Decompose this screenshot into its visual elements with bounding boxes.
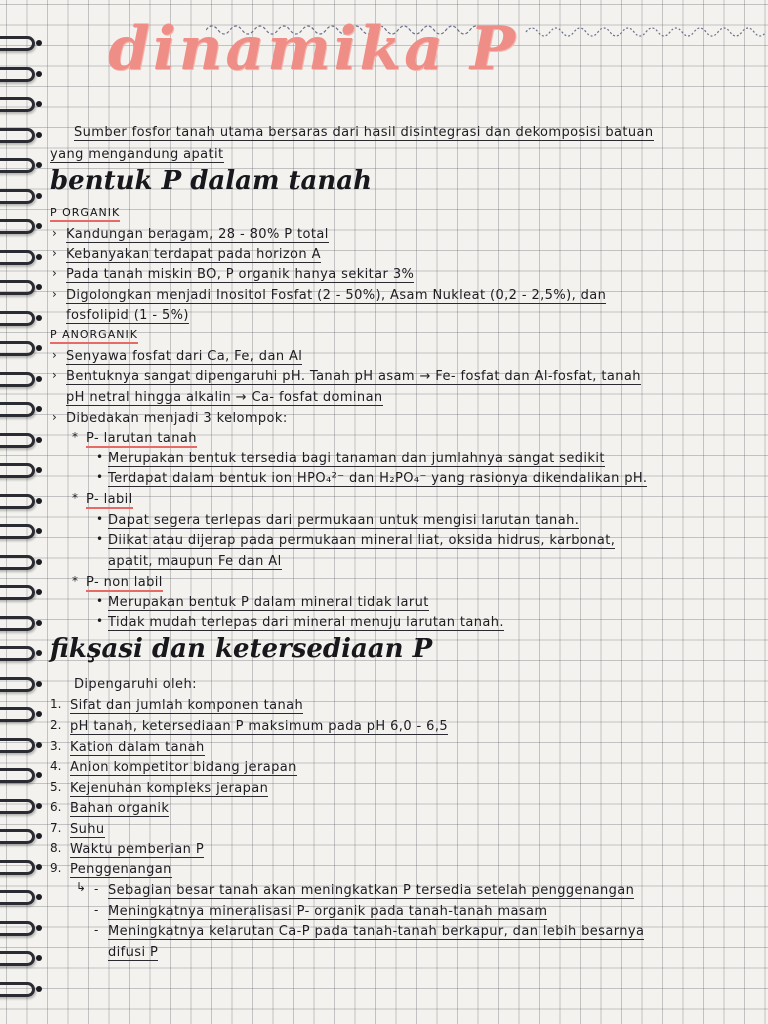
spiral-ring bbox=[0, 280, 35, 295]
organik-item-4: Digolongkan menjadi Inositol Fosfat (2 - 50%), Asam Nukleat (0,2 - 2,5%), dan bbox=[66, 288, 607, 303]
factor-7: Suhu bbox=[70, 822, 105, 837]
spiral-ring bbox=[0, 799, 35, 814]
spiral-ring bbox=[0, 860, 35, 875]
anorganik-item-1: Senyawa fosfat dari Ca, Fe, dan Al bbox=[66, 349, 303, 364]
spiral-ring bbox=[0, 768, 35, 783]
dot-marker: • bbox=[96, 470, 104, 484]
spiral-ring bbox=[0, 585, 35, 600]
number-marker: 3. bbox=[50, 739, 62, 753]
number-marker: 4. bbox=[50, 759, 62, 773]
spiral-ring bbox=[0, 36, 35, 51]
factor-8: Waktu pemberian P bbox=[70, 842, 205, 857]
group-p-non-labil: P- non labil bbox=[86, 575, 163, 590]
dot-marker: • bbox=[96, 532, 104, 546]
group2-point-2-cont: apatit, maupun Fe dan Al bbox=[108, 554, 282, 569]
arrow-return-icon: ↳ bbox=[76, 880, 87, 894]
spiral-ring bbox=[0, 951, 35, 966]
number-marker: 8. bbox=[50, 841, 62, 855]
section2-intro: Dipengaruhi oleh: bbox=[74, 677, 197, 692]
organik-item-3: Pada tanah miskin BO, P organik hanya sekitar 3% bbox=[66, 267, 415, 282]
spiral-ring bbox=[0, 921, 35, 936]
spiral-ring bbox=[0, 433, 35, 448]
penggenangan-point-3-cont: difusi P bbox=[108, 945, 159, 960]
factor-3: Kation dalam tanah bbox=[70, 740, 205, 755]
dot-marker: • bbox=[96, 594, 104, 608]
intro-line-1: Sumber fosfor tanah utama bersaras dari hasil disintegrasi dan dekomposisi batuan bbox=[74, 125, 654, 140]
organik-item-4-cont: fosfolipid (1 - 5%) bbox=[66, 308, 189, 323]
dash-marker: - bbox=[94, 882, 99, 896]
bullet-marker: › bbox=[52, 410, 57, 424]
spiral-ring bbox=[0, 829, 35, 844]
number-marker: 2. bbox=[50, 718, 62, 732]
group3-point-2: Tidak mudah terlepas dari mineral menuju larutan tanah. bbox=[108, 615, 504, 630]
group1-point-2: Terdapat dalam bentuk ion HPO₄²⁻ dan H₂PO₄⁻ yang rasionya dikendalikan pH. bbox=[108, 471, 648, 486]
bullet-marker: › bbox=[52, 348, 57, 362]
group3-point-1: Merupakan bentuk P dalam mineral tidak larut bbox=[108, 595, 429, 610]
dot-marker: • bbox=[96, 614, 104, 628]
penggenangan-point-2: Meningkatnya mineralisasi P- organik pada tanah-tanah masam bbox=[108, 904, 548, 919]
anorganik-item-2: Bentuknya sangat dipengaruhi pH. Tanah pH asam → Fe- fosfat dan Al-fosfat, tanah bbox=[66, 369, 641, 384]
intro-line-2: yang mengandung apatit bbox=[50, 147, 224, 162]
factor-1: Sifat dan jumlah komponen tanah bbox=[70, 698, 304, 713]
spiral-ring bbox=[0, 463, 35, 478]
penggenangan-point-1: Sebagian besar tanah akan meningkatkan P tersedia setelah penggenangan bbox=[108, 883, 635, 898]
spiral-ring bbox=[0, 189, 35, 204]
spiral-ring bbox=[0, 890, 35, 905]
spiral-ring bbox=[0, 372, 35, 387]
dot-marker: • bbox=[96, 450, 104, 464]
number-marker: 9. bbox=[50, 861, 62, 875]
group-p-larutan-tanah: P- larutan tanah bbox=[86, 431, 197, 446]
star-marker: * bbox=[72, 430, 78, 444]
bullet-marker: › bbox=[52, 226, 57, 240]
star-marker: * bbox=[72, 491, 78, 505]
anorganik-item-2-cont: pH netral hingga alkalin → Ca- fosfat dominan bbox=[66, 390, 383, 405]
dot-marker: • bbox=[96, 512, 104, 526]
spiral-ring bbox=[0, 494, 35, 509]
section-heading-fiksasi: fikşasi dan ketersediaan P bbox=[50, 634, 433, 664]
organik-item-1: Kandungan beragam, 28 - 80% P total bbox=[66, 227, 329, 242]
organik-item-2: Kebanyakan terdapat pada horizon A bbox=[66, 247, 321, 262]
spiral-ring bbox=[0, 555, 35, 570]
spiral-ring bbox=[0, 311, 35, 326]
spiral-ring bbox=[0, 646, 35, 661]
spiral-ring bbox=[0, 128, 35, 143]
bullet-marker: › bbox=[52, 368, 57, 382]
section-heading-bentuk-p: bentuk P dalam tanah bbox=[50, 166, 373, 196]
spiral-binding bbox=[0, 0, 40, 1024]
factor-4: Anion kompetitor bidang jerapan bbox=[70, 760, 297, 775]
group2-point-2: Diikat atau dijerap pada permukaan mineral liat, oksida hidrus, karbonat, bbox=[108, 533, 616, 548]
factor-2: pH tanah, ketersediaan P maksimum pada pH 6,0 - 6,5 bbox=[70, 719, 449, 734]
subheading-p-organik: P ORGANIK bbox=[50, 206, 120, 222]
notebook-page bbox=[46, 0, 762, 1024]
spiral-ring bbox=[0, 250, 35, 265]
spiral-ring bbox=[0, 616, 35, 631]
spiral-ring bbox=[0, 738, 35, 753]
spiral-ring bbox=[0, 677, 35, 692]
factor-9: Penggenangan bbox=[70, 862, 172, 877]
number-marker: 7. bbox=[50, 821, 62, 835]
bullet-marker: › bbox=[52, 246, 57, 260]
spiral-ring bbox=[0, 97, 35, 112]
factor-5: Kejenuhan kompleks jerapan bbox=[70, 781, 269, 796]
page-title: dinamika P bbox=[108, 14, 518, 84]
factor-6: Bahan organik bbox=[70, 801, 170, 816]
spiral-ring bbox=[0, 219, 35, 234]
dash-marker: - bbox=[94, 903, 99, 917]
number-marker: 5. bbox=[50, 780, 62, 794]
star-marker: * bbox=[72, 574, 78, 588]
spiral-ring bbox=[0, 158, 35, 173]
bullet-marker: › bbox=[52, 287, 57, 301]
anorganik-item-3: Dibedakan menjadi 3 kelompok: bbox=[66, 411, 288, 426]
penggenangan-point-3: Meningkatnya kelarutan Ca-P pada tanah-tanah berkapur, dan lebih besarnya bbox=[108, 924, 645, 939]
spiral-ring bbox=[0, 67, 35, 82]
number-marker: 1. bbox=[50, 697, 62, 711]
group-p-labil: P- labil bbox=[86, 492, 133, 507]
number-marker: 6. bbox=[50, 800, 62, 814]
spiral-ring bbox=[0, 707, 35, 722]
bullet-marker: › bbox=[52, 266, 57, 280]
group2-point-1: Dapat segera terlepas dari permukaan untuk mengisi larutan tanah. bbox=[108, 513, 580, 528]
dash-marker: - bbox=[94, 923, 99, 937]
spiral-ring bbox=[0, 982, 35, 997]
spiral-ring bbox=[0, 524, 35, 539]
spiral-ring bbox=[0, 402, 35, 417]
subheading-p-anorganik: P ANORGANIK bbox=[50, 328, 138, 344]
group1-point-1: Merupakan bentuk tersedia bagi tanaman dan jumlahnya sangat sedikit bbox=[108, 451, 605, 466]
spiral-ring bbox=[0, 341, 35, 356]
